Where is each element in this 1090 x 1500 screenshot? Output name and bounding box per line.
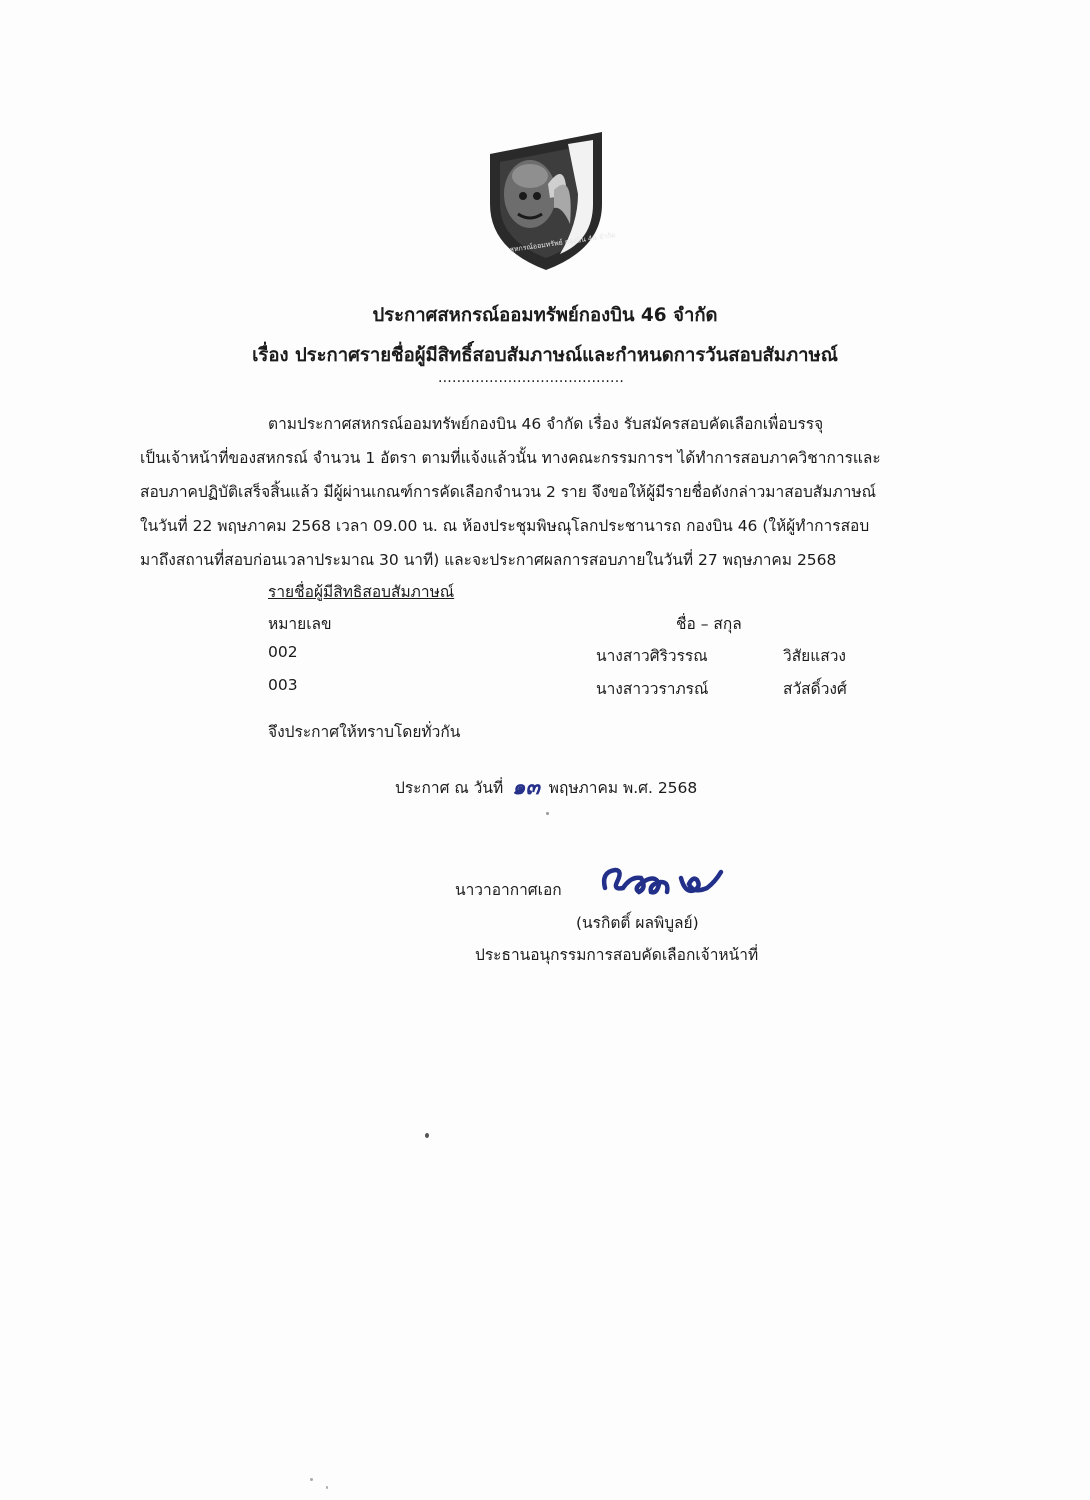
candidate-list-heading: รายชื่อผู้มีสิทธิสอบสัมภาษณ์ <box>268 583 455 601</box>
body-line: เป็นเจ้าหน้าที่ของสหกรณ์ จำนวน 1 อัตรา ตามที่แจ้งแล้วนั้น ทางคณะกรรมการฯ ได้ทำการสอบภาควิชาการและ <box>140 449 881 467</box>
signer-name: (นรกิตติ์ ผลพิบูลย์) <box>576 914 699 932</box>
candidate-last-name: สวัสดิ์วงศ์ <box>783 680 847 698</box>
date-day-handwritten: ๑๓ <box>512 775 540 799</box>
candidate-first-name: นางสาววราภรณ์ <box>596 680 709 698</box>
candidate-first-name: นางสาวศิริวรรณ <box>596 647 708 665</box>
scan-speck <box>310 1478 313 1481</box>
column-header-number: หมายเลข <box>268 615 332 633</box>
announcement-subject: เรื่อง ประกาศรายชื่อผู้มีสิทธิ์สอบสัมภาษณ์และกำหนดการวันสอบสัมภาษณ์ <box>252 345 838 366</box>
cooperative-logo-emblem <box>470 124 630 274</box>
candidate-last-name: วิสัยแสวง <box>783 647 846 665</box>
dotted-separator: ........................................ <box>438 370 625 386</box>
scan-speck <box>425 1133 429 1138</box>
signer-rank: นาวาอากาศเอก <box>455 881 562 899</box>
closing-statement: จึงประกาศให้ทราบโดยทั่วกัน <box>268 723 461 741</box>
column-header-name: ชื่อ – สกุล <box>676 615 742 633</box>
announcement-date <box>395 770 697 803</box>
scan-speck <box>546 812 549 815</box>
date-prefix: ประกาศ ณ วันที่ <box>395 779 504 797</box>
logo-caption: สหกรณ์ออมทรัพย์ กองบิน 46 จำกัด <box>509 231 617 254</box>
body-line: ในวันที่ 22 พฤษภาคม 2568 เวลา 09.00 น. ณ ห้องประชุมพิษณุโลกประชานารถ กองบิน 46 (ให้ผู้ทำการสอบ <box>140 517 870 535</box>
candidate-number: 003 <box>268 676 298 694</box>
body-line: สอบภาคปฏิบัติเสร็จสิ้นแล้ว มีผู้ผ่านเกณฑ์การคัดเลือกจำนวน 2 ราย จึงขอให้ผู้มีรายชื่อดังกล่าวมาสอบสัมภาษณ์ <box>140 483 877 501</box>
handwritten-signature <box>597 858 727 906</box>
signer-position: ประธานอนุกรรมการสอบคัดเลือกเจ้าหน้าที่ <box>475 946 759 964</box>
scan-speck <box>326 1486 328 1489</box>
date-suffix: พฤษภาคม พ.ศ. 2568 <box>548 779 698 797</box>
body-line: มาถึงสถานที่สอบก่อนเวลาประมาณ 30 นาที) และจะประกาศผลการสอบภายในวันที่ 27 พฤษภาคม 2568 <box>140 551 837 569</box>
candidate-number: 002 <box>268 643 298 661</box>
body-line: ตามประกาศสหกรณ์ออมทรัพย์กองบิน 46 จำกัด เรื่อง รับสมัครสอบคัดเลือกเพื่อบรรจุ <box>268 415 824 433</box>
announcement-title: ประกาศสหกรณ์ออมทรัพย์กองบิน 46 จำกัด <box>372 305 718 326</box>
